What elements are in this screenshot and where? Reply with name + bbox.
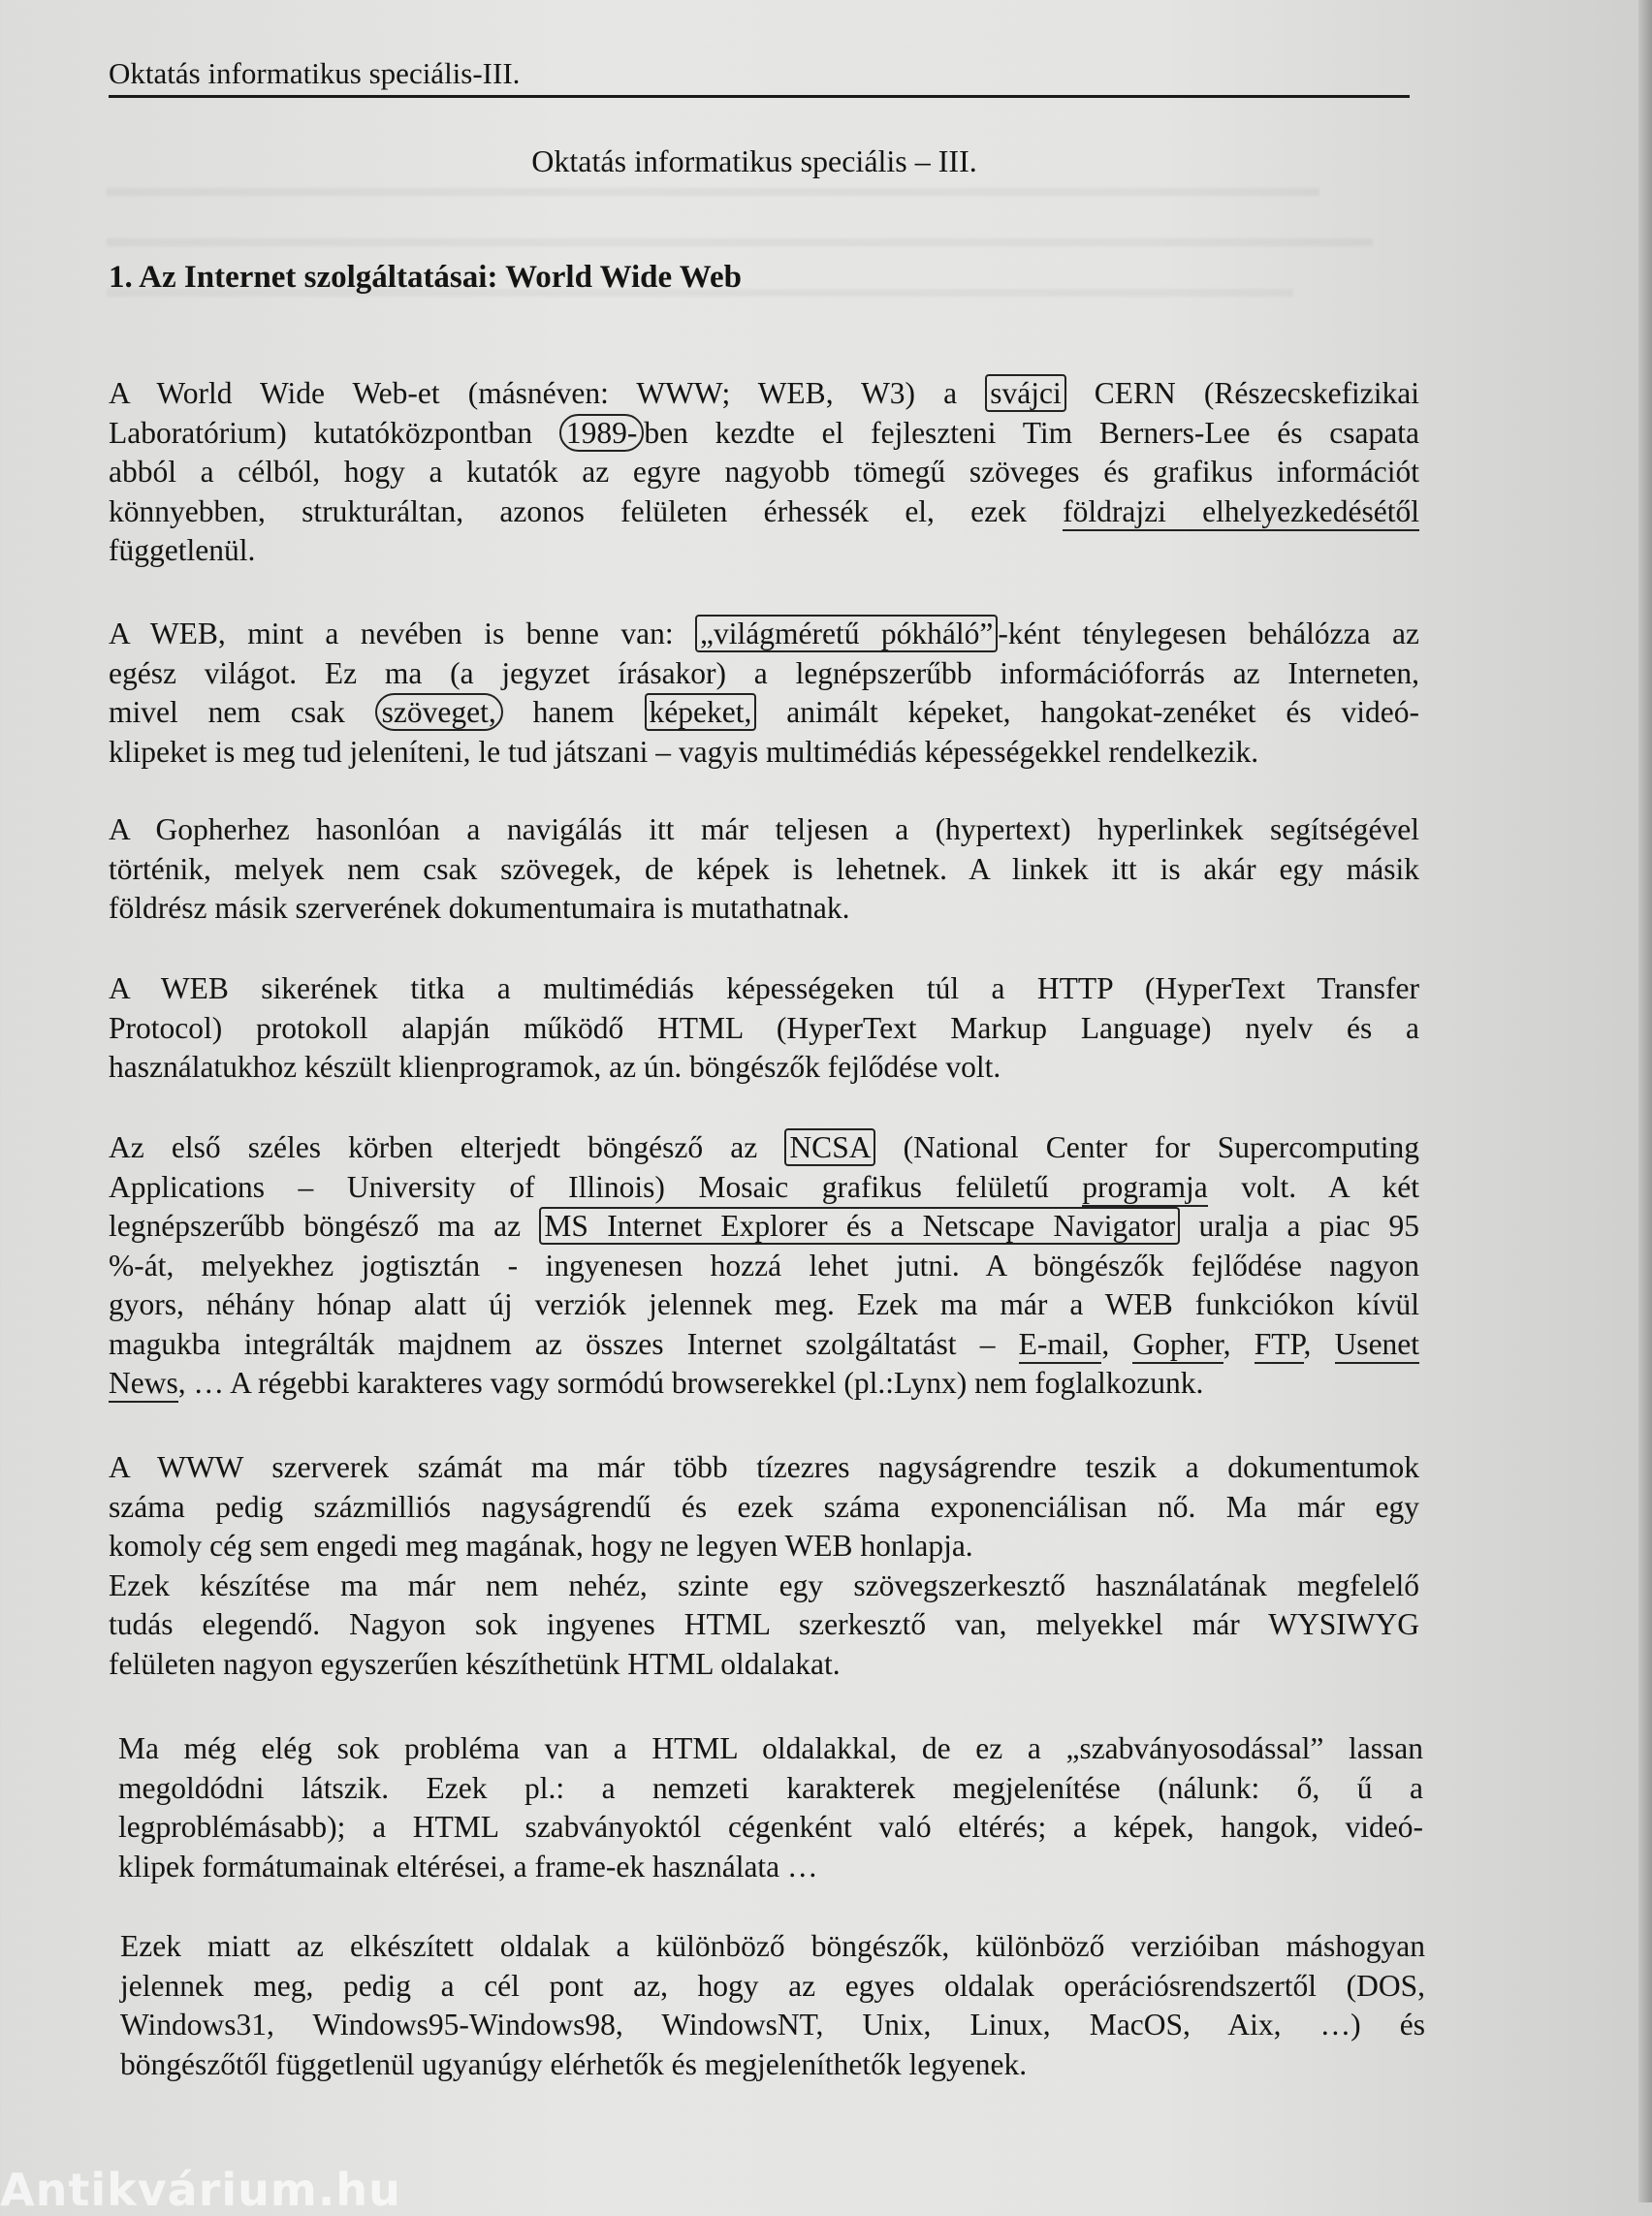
boxed-word-ncsa: NCSA xyxy=(784,1128,875,1166)
underlined-gopher: Gopher xyxy=(1132,1327,1223,1364)
paragraph-line: %-át, melyekhez jogtisztán - ingyenesen hozzá lehet jutni. A böngészők fejlődése nagyon xyxy=(109,1248,1419,1282)
paragraph-line: száma pedig százmilliós nagyságrendű és ezek száma exponenciálisan nő. Ma már egy xyxy=(109,1489,1419,1524)
paragraph-line: Az első széles körben elterjedt böngésző az NCSA (National Center for Supercomputing xyxy=(109,1130,1420,1164)
paragraph-line: földrész másik szerverének dokumentumaira is mutathatnak. xyxy=(109,891,850,925)
boxed-word-svajci: svájci xyxy=(985,374,1065,412)
paragraph-line: mivel nem csak szöveget, hanem képeket, animált képeket, hangokat-zenéket és videó- xyxy=(109,695,1420,729)
underlined-ftp: FTP xyxy=(1255,1327,1304,1364)
boxed-phrase-browsers: MS Internet Explorer és a Netscape Navigator xyxy=(539,1207,1180,1245)
underlined-email: E-mail xyxy=(1019,1327,1102,1364)
paragraph-line: Applications – University of Illinois) Mosaic grafikus felületű programja volt. A két xyxy=(109,1168,1419,1208)
paragraph-7 xyxy=(118,1729,1423,1886)
paragraph-line: A World Wide Web-et (másnéven: WWW; WEB, W3) a svájci CERN (Részecskefizikai xyxy=(109,376,1420,410)
document-title: Oktatás informatikus speciális – III. xyxy=(531,143,977,178)
paragraph-line: komoly cég sem engedi meg magának, hogy ne legyen WEB honlapja. xyxy=(109,1529,973,1563)
underlined-word-programja: programja xyxy=(1082,1170,1207,1207)
underlined-news: News xyxy=(109,1366,178,1403)
paragraph-line: Windows31, Windows95-Windows98, WindowsNT, Unix, Linux, MacOS, Aix, …) és xyxy=(120,2008,1425,2042)
paragraph-line: A WEB, mint a nevében is benne van: „világméretű pókháló” -ként ténylegesen behálózza az xyxy=(109,617,1420,650)
paragraph-line: tudás elegendő. Nagyon sok ingyenes HTML szerkesztő van, melyekkel már WYSIWYG xyxy=(109,1607,1419,1641)
paragraph-line: használatukhoz készült klienprogramok, az ún. böngészők fejlődése volt. xyxy=(109,1050,1001,1084)
paragraph-line: legnépszerűbb böngésző ma az MS Internet Explorer és a Netscape Navigator uralja a piac 95 xyxy=(109,1209,1419,1243)
running-header xyxy=(109,48,1410,98)
paragraph-line: Protocol) protokoll alapján működő HTML (HyperText Markup Language) nyelv és a xyxy=(109,1010,1419,1045)
paragraph-6 xyxy=(109,1448,1419,1684)
paragraph-line: függetlenül. xyxy=(109,533,256,567)
paragraph-line: A WWW szerverek számát ma már több tízezres nagyságrendre teszik a dokumentumok xyxy=(109,1450,1419,1484)
paragraph-line: legproblémásabb); a HTML szabványoktól cégenként való eltérés; a képek, hangok, videó- xyxy=(118,1810,1423,1844)
paragraph-line: könnyebben, strukturáltan, azonos felületen érhessék el, ezek földrajzi elhelyezkedésétől xyxy=(109,492,1419,532)
paragraph-line: Ezek készítése ma már nem nehéz, szinte egy szövegszerkesztő használatának megfelelő xyxy=(109,1567,1419,1602)
section-heading: 1. Az Internet szolgáltatásai: World Wide Web xyxy=(109,260,742,295)
paragraph-1 xyxy=(109,374,1419,571)
paragraph-line: Ma még elég sok probléma van a HTML oldalakkal, de ez a „szabványosodással” lassan xyxy=(118,1731,1423,1765)
watermark: Antikvárium.hu xyxy=(0,2164,401,2216)
paragraph-5 xyxy=(109,1128,1419,1404)
paragraph-line: jelennek meg, pedig a cél pont az, hogy az egyes oldalak operációsrendszertől (DOS, xyxy=(120,1968,1425,2003)
paragraph-2 xyxy=(109,615,1419,772)
paragraph-line: News, … A régebbi karakteres vagy sormódú browserekkel (pl.:Lynx) nem foglalkozunk. xyxy=(109,1364,1419,1404)
paragraph-line: abból a célból, hogy a kutatók az egyre nagyobb tömegű szöveges és grafikus információt xyxy=(109,455,1419,489)
boxed-word-kepeket: képeket, xyxy=(645,693,757,731)
boxed-phrase-vilagmeretu-pokhalo: „világméretű pókháló” xyxy=(695,615,998,652)
paragraph-line: gyors, néhány hónap alatt új verziók jelennek meg. Ezek ma már a WEB funkciókon kívül xyxy=(109,1287,1419,1321)
underlined-phrase: földrajzi elhelyezkedésétől xyxy=(1063,494,1419,531)
paragraph-line: klipeket is meg tud jeleníteni, le tud játszani – vagyis multimédiás képességekkel rendelkezik. xyxy=(109,734,1259,769)
paragraph-3 xyxy=(109,810,1419,929)
paragraph-line: A WEB sikerének titka a multimédiás képességeken túl a HTTP (HyperText Transfer xyxy=(109,971,1419,1005)
circled-word-szoveget: szöveget, xyxy=(375,693,503,731)
underlined-usenet: Usenet xyxy=(1335,1327,1419,1364)
paragraph-4 xyxy=(109,969,1419,1088)
paragraph-line: magukba integrálták majdnem az összes Internet szolgáltatást – E-mail, Gopher, FTP, Usenet xyxy=(109,1325,1419,1365)
running-header-title: Oktatás informatikus speciális-III. xyxy=(109,56,521,90)
paragraph-line: klipek formátumainak eltérései, a frame-ek használata … xyxy=(118,1849,818,1884)
paragraph-line: egész világot. Ez ma (a jegyzet írásakor) a legnépszerűbb információforrás az Interneten, xyxy=(109,655,1419,690)
page-edge-shadow xyxy=(1638,0,1652,2202)
paragraph-line: A Gopherhez hasonlóan a navigálás itt már teljesen a (hypertext) hyperlinkek segítségével xyxy=(109,812,1419,846)
paragraph-line: felületen nagyon egyszerűen készíthetünk HTML oldalakat. xyxy=(109,1646,841,1681)
circled-year: 1989- xyxy=(559,414,645,452)
paragraph-line: megoldódni látszik. Ezek pl.: a nemzeti karakterek megjelenítése (nálunk: ő, ű a xyxy=(118,1770,1423,1805)
paragraph-8 xyxy=(120,1927,1425,2084)
paragraph-line: Ezek miatt az elkészített oldalak a különböző böngészők, különböző verzióiban máshogyan xyxy=(120,1929,1425,1963)
paragraph-line: Laboratórium) kutatóközpontban 1989- ben kezdte el fejleszteni Tim Berners-Lee és csapata xyxy=(109,415,1419,450)
paragraph-line: böngészőtől függetlenül ugyanúgy elérhetők és megjeleníthetők legyenek. xyxy=(120,2046,1028,2081)
paragraph-line: történik, melyek nem csak szövegek, de képek is lehetnek. A linkek itt is akár egy másik xyxy=(109,851,1419,886)
